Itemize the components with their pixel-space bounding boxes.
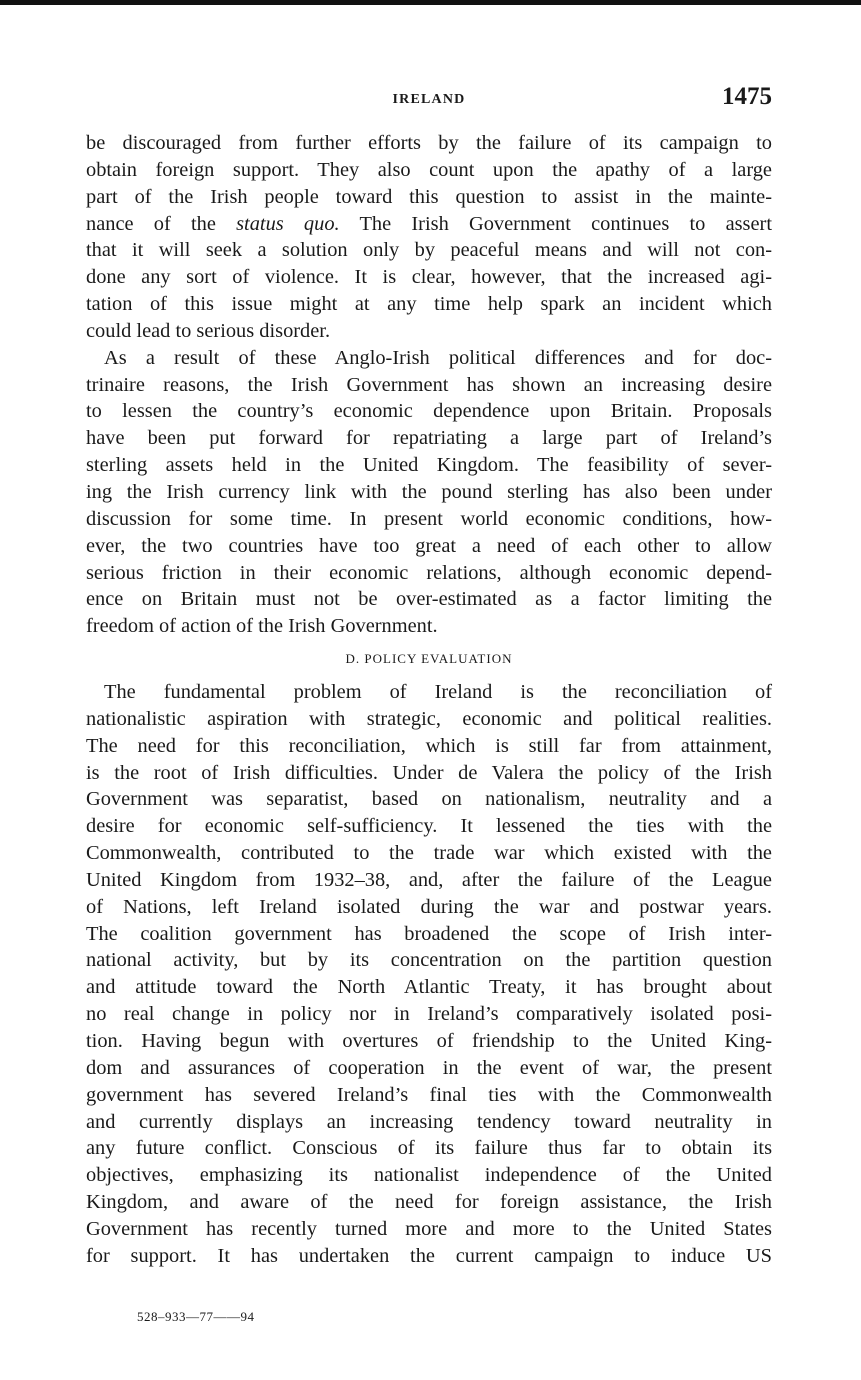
text-line: obtain foreign support. They also count upon the apathy of a large bbox=[86, 158, 772, 181]
text-line: nationalistic aspiration with strategic, economic and political realities. bbox=[86, 707, 772, 730]
text-line: and attitude toward the North Atlantic Treaty, it has brought about bbox=[86, 976, 772, 999]
text-line: be discouraged from further efforts by the failure of its campaign to bbox=[86, 132, 772, 154]
text-line: any future conflict. Conscious of its failure thus far to obtain its bbox=[86, 1137, 772, 1160]
section-heading: D. POLICY EVALUATION bbox=[345, 651, 513, 667]
text-line: to lessen the country’s economic dependence upon Britain. Proposals bbox=[86, 400, 772, 423]
text-line: freedom of action of the Irish Government. bbox=[86, 615, 438, 638]
text-line: no real change in policy nor in Ireland’s comparatively isolated posi- bbox=[86, 1003, 772, 1026]
text-line: serious friction in their economic relations, although economic depend- bbox=[86, 561, 772, 584]
text-line: sterling assets held in the United Kingdom. The feasibility of sever- bbox=[86, 454, 772, 477]
text-line: The need for this reconciliation, which is still far from attainment, bbox=[86, 734, 772, 757]
text-line: tation of this issue might at any time help spark an incident which bbox=[86, 293, 772, 316]
text-line: United Kingdom from 1932–38, and, after the failure of the League bbox=[86, 868, 772, 891]
running-head bbox=[86, 83, 772, 116]
text-line: tion. Having begun with overtures of friendship to the United King- bbox=[86, 1030, 772, 1052]
text-line: is the root of Irish difficulties. Under de Valera the policy of the Irish bbox=[86, 761, 772, 784]
text-line: that it will seek a solution only by peaceful means and will not con- bbox=[86, 239, 772, 262]
running-title: IRELAND bbox=[392, 92, 466, 107]
text-line: dom and assurances of cooperation in the event of war, the present bbox=[86, 1056, 772, 1079]
text-line: done any sort of violence. It is clear, however, that the increased agi- bbox=[86, 266, 772, 289]
italic-phrase: status quo. bbox=[236, 212, 340, 235]
page-number: 1475 bbox=[722, 83, 772, 110]
text-line: have been put forward for repatriating a large part of Ireland’s bbox=[86, 427, 772, 450]
text-segment: The Irish Government continues to assert bbox=[339, 212, 773, 235]
paragraph-economic-dependence bbox=[86, 345, 772, 640]
text-line: Government was separatist, based on nationalism, neutrality and a bbox=[86, 788, 772, 811]
text-line-with-italic bbox=[86, 211, 772, 238]
footer-print-code: 528–933—77——94 bbox=[137, 1309, 255, 1324]
text-line: desire for economic self-sufficiency. It lessened the ties with the bbox=[86, 815, 772, 838]
text-line: ence on Britain must not be over-estimated as a factor limiting the bbox=[86, 588, 772, 611]
text-line: ever, the two countries have too great a need of each other to allow bbox=[86, 534, 772, 557]
text-line: discussion for some time. In present world economic conditions, how- bbox=[86, 507, 772, 530]
text-line: and currently displays an increasing tendency toward neutrality in bbox=[86, 1110, 772, 1133]
text-line: The fundamental problem of Ireland is the reconciliation of bbox=[104, 681, 772, 704]
text-line: The coalition government has broadened the scope of Irish inter- bbox=[86, 922, 772, 945]
text-line: Commonwealth, contributed to the trade war which existed with the bbox=[86, 842, 772, 865]
text-line: national activity, but by its concentration on the partition question bbox=[86, 949, 772, 972]
paragraph-continuation bbox=[86, 130, 772, 345]
text-line: part of the Irish people toward this question to assist in the mainte- bbox=[86, 185, 772, 208]
text-segment: nance of the bbox=[86, 212, 237, 235]
text-line: objectives, emphasizing its nationalist independence of the United bbox=[86, 1164, 772, 1187]
text-line: of Nations, left Ireland isolated during the war and postwar years. bbox=[86, 895, 772, 918]
text-line: could lead to serious disorder. bbox=[86, 319, 331, 342]
text-line: trinaire reasons, the Irish Government has shown an increasing desire bbox=[86, 373, 772, 396]
text-line: government has severed Ireland’s final ties with the Commonwealth bbox=[86, 1083, 772, 1106]
body-text bbox=[86, 130, 772, 1270]
top-border-rule bbox=[0, 0, 861, 5]
text-line: for support. It has undertaken the current campaign to induce US bbox=[86, 1244, 772, 1267]
paragraph-policy-evaluation bbox=[86, 679, 772, 1270]
text-line: Kingdom, and aware of the need for foreign assistance, the Irish bbox=[86, 1191, 772, 1214]
text-line: Government has recently turned more and more to the United States bbox=[86, 1217, 772, 1240]
text-line: ing the Irish currency link with the pound sterling has also been under bbox=[86, 480, 772, 503]
text-line: As a result of these Anglo-Irish political differences and for doc- bbox=[104, 346, 772, 369]
